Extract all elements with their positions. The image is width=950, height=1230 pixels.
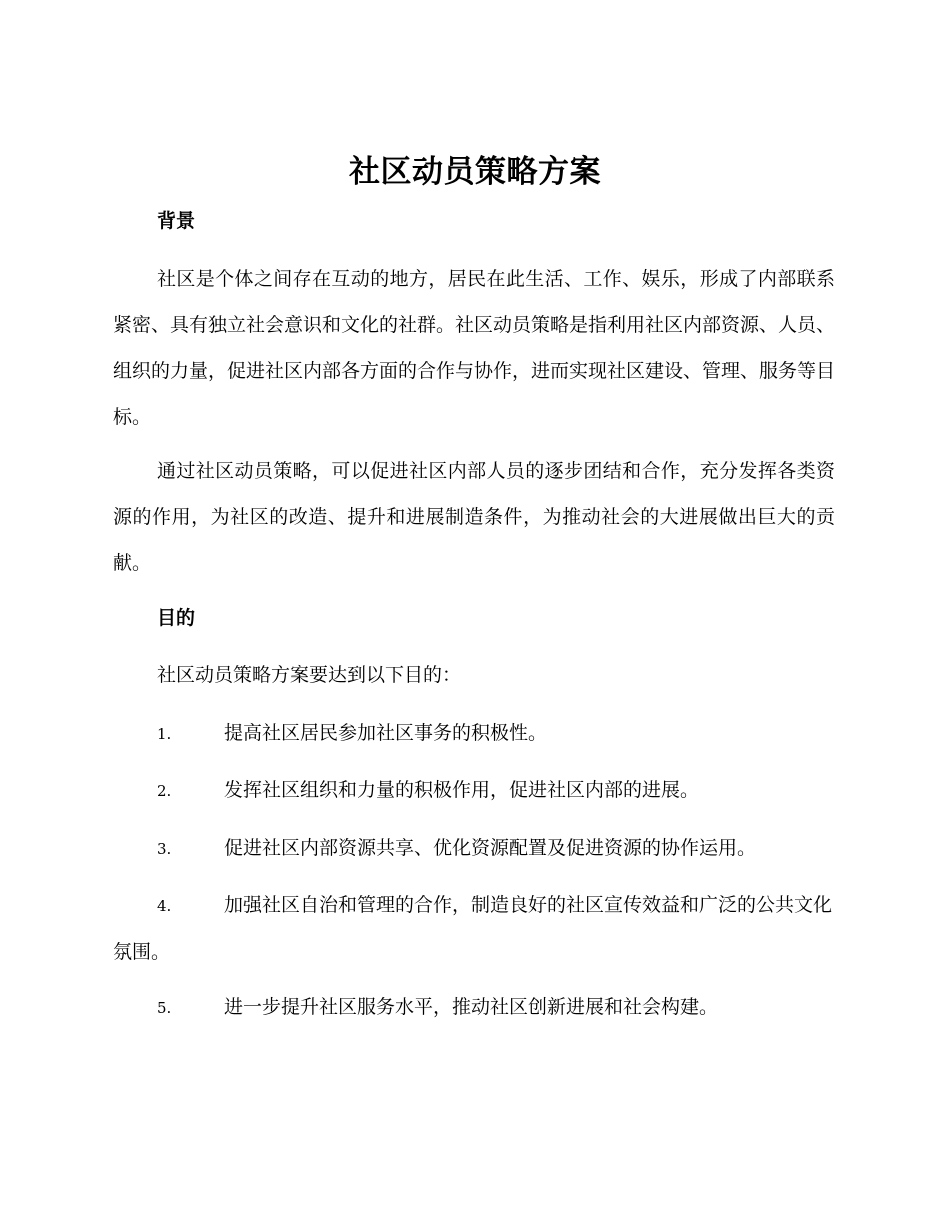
list-item-number: 2. bbox=[157, 782, 172, 800]
list-item-number: 3. bbox=[157, 840, 172, 858]
list-item-text: 发挥社区组织和力量的积极作用，促进社区内部的进展。 bbox=[224, 779, 700, 801]
list-item-text: 进一步提升社区服务水平，推动社区创新进展和社会构建。 bbox=[224, 996, 719, 1018]
list-item bbox=[113, 710, 835, 757]
list-item bbox=[113, 882, 835, 975]
section-heading-background: 背景 bbox=[157, 210, 196, 232]
list-item-text: 促进社区内部资源共享、优化资源配置及促进资源的协作运用。 bbox=[224, 837, 757, 859]
list-item-number: 5. bbox=[157, 999, 172, 1017]
list-item bbox=[113, 767, 835, 814]
list-item-text: 提高社区居民参加社区事务的积极性。 bbox=[224, 722, 548, 744]
purpose-intro: 社区动员策略方案要达到以下目的： bbox=[157, 664, 462, 686]
list-item bbox=[113, 825, 835, 872]
background-paragraph-2: 通过社区动员策略，可以促进社区内部人员的逐步团结和合作，充分发挥各类资源的作用，为社区的改造、提升和进展制造条件，为推动社会的大进展做出巨大的贡献。 bbox=[113, 460, 835, 574]
list-item-text: 加强社区自治和管理的合作，制造良好的社区宣传效益和广泛的公共文化氛围。 bbox=[113, 894, 833, 963]
list-item bbox=[113, 984, 835, 1031]
list-item-number: 4. bbox=[157, 897, 172, 915]
document-title: 社区动员策略方案 bbox=[349, 154, 601, 190]
background-paragraph-1: 社区是个体之间存在互动的地方，居民在此生活、工作、娱乐，形成了内部联系紧密、具有独立社会意识和文化的社群。社区动员策略是指利用社区内部资源、人员、组织的力量，促进社区内部各方面的合作与协作，进而实现社区建设、管理、服务等目标。 bbox=[113, 268, 836, 428]
list-item-number: 1. bbox=[157, 725, 172, 743]
section-heading-purpose: 目的 bbox=[157, 607, 196, 629]
